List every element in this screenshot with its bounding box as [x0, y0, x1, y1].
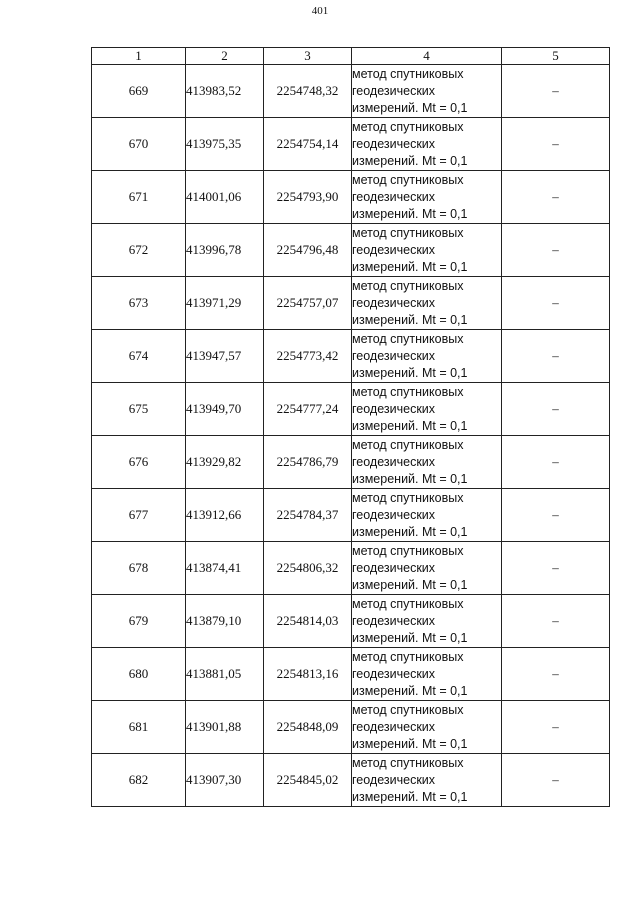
method-line: метод спутниковых: [352, 172, 464, 187]
point-number-cell: 680: [92, 648, 186, 701]
table-row: [92, 436, 610, 489]
method-line: геодезических: [352, 613, 436, 628]
y-coordinate-cell: 2254845,02: [264, 754, 352, 807]
note-cell: –: [502, 542, 610, 595]
table-header-row: [92, 48, 610, 65]
y-coordinate-cell: 2254848,09: [264, 701, 352, 754]
point-number-cell: 679: [92, 595, 186, 648]
y-coordinate-cell: 2254754,14: [264, 118, 352, 171]
method-line: метод спутниковых: [352, 490, 464, 505]
method-cell: [352, 436, 502, 489]
method-line: измерений. Mt = 0,1: [352, 259, 468, 274]
point-number-cell: 673: [92, 277, 186, 330]
method-line: метод спутниковых: [352, 278, 464, 293]
method-line: метод спутниковых: [352, 384, 464, 399]
method-cell: [352, 542, 502, 595]
method-cell: [352, 701, 502, 754]
y-coordinate-cell: 2254777,24: [264, 383, 352, 436]
point-number-cell: 670: [92, 118, 186, 171]
x-coordinate-cell: 413874,41: [186, 542, 264, 595]
note-cell: –: [502, 595, 610, 648]
point-number-cell: 681: [92, 701, 186, 754]
x-coordinate-cell: 413901,88: [186, 701, 264, 754]
method-cell: [352, 277, 502, 330]
table-body: [92, 65, 610, 807]
x-coordinate-cell: 413996,78: [186, 224, 264, 277]
method-line: геодезических: [352, 295, 436, 310]
table-row: [92, 542, 610, 595]
method-cell: [352, 648, 502, 701]
y-coordinate-cell: 2254793,90: [264, 171, 352, 224]
method-line: метод спутниковых: [352, 649, 464, 664]
method-cell: [352, 118, 502, 171]
method-line: геодезических: [352, 136, 436, 151]
method-line: геодезических: [352, 719, 436, 734]
method-line: измерений. Mt = 0,1: [352, 630, 468, 645]
method-cell: [352, 383, 502, 436]
x-coordinate-cell: 413879,10: [186, 595, 264, 648]
method-cell: [352, 224, 502, 277]
note-cell: –: [502, 648, 610, 701]
point-number-cell: 672: [92, 224, 186, 277]
method-line: измерений. Mt = 0,1: [352, 100, 468, 115]
x-coordinate-cell: 413881,05: [186, 648, 264, 701]
method-line: метод спутниковых: [352, 119, 464, 134]
y-coordinate-cell: 2254813,16: [264, 648, 352, 701]
y-coordinate-cell: 2254757,07: [264, 277, 352, 330]
method-line: измерений. Mt = 0,1: [352, 577, 468, 592]
method-cell: [352, 330, 502, 383]
method-line: измерений. Mt = 0,1: [352, 789, 468, 804]
note-cell: –: [502, 701, 610, 754]
table-row: [92, 277, 610, 330]
x-coordinate-cell: 413929,82: [186, 436, 264, 489]
point-number-cell: 677: [92, 489, 186, 542]
method-line: метод спутниковых: [352, 66, 464, 81]
y-coordinate-cell: 2254814,03: [264, 595, 352, 648]
method-line: измерений. Mt = 0,1: [352, 683, 468, 698]
method-line: измерений. Mt = 0,1: [352, 153, 468, 168]
point-number-cell: 678: [92, 542, 186, 595]
method-cell: [352, 489, 502, 542]
note-cell: –: [502, 65, 610, 118]
x-coordinate-cell: 413975,35: [186, 118, 264, 171]
method-line: измерений. Mt = 0,1: [352, 471, 468, 486]
method-line: метод спутниковых: [352, 543, 464, 558]
coordinates-table: [91, 47, 610, 807]
x-coordinate-cell: 414001,06: [186, 171, 264, 224]
point-number-cell: 669: [92, 65, 186, 118]
y-coordinate-cell: 2254773,42: [264, 330, 352, 383]
method-line: геодезических: [352, 401, 436, 416]
x-coordinate-cell: 413971,29: [186, 277, 264, 330]
method-line: геодезических: [352, 348, 436, 363]
method-line: измерений. Mt = 0,1: [352, 736, 468, 751]
y-coordinate-cell: 2254784,37: [264, 489, 352, 542]
table-row: [92, 701, 610, 754]
method-line: измерений. Mt = 0,1: [352, 524, 468, 539]
method-line: геодезических: [352, 242, 436, 257]
method-line: метод спутниковых: [352, 702, 464, 717]
table-row: [92, 118, 610, 171]
point-number-cell: 682: [92, 754, 186, 807]
method-line: метод спутниковых: [352, 437, 464, 452]
method-line: геодезических: [352, 666, 436, 681]
method-line: геодезических: [352, 189, 436, 204]
header-col-3: 3: [264, 48, 352, 65]
method-line: геодезических: [352, 454, 436, 469]
note-cell: –: [502, 277, 610, 330]
header-col-1: 1: [92, 48, 186, 65]
method-line: геодезических: [352, 83, 436, 98]
point-number-cell: 675: [92, 383, 186, 436]
method-line: измерений. Mt = 0,1: [352, 312, 468, 327]
x-coordinate-cell: 413912,66: [186, 489, 264, 542]
y-coordinate-cell: 2254786,79: [264, 436, 352, 489]
table-row: [92, 330, 610, 383]
table-row: [92, 383, 610, 436]
y-coordinate-cell: 2254748,32: [264, 65, 352, 118]
note-cell: –: [502, 224, 610, 277]
table-row: [92, 595, 610, 648]
table-row: [92, 171, 610, 224]
method-cell: [352, 754, 502, 807]
note-cell: –: [502, 754, 610, 807]
method-line: измерений. Mt = 0,1: [352, 206, 468, 221]
note-cell: –: [502, 489, 610, 542]
note-cell: –: [502, 436, 610, 489]
note-cell: –: [502, 330, 610, 383]
method-line: метод спутниковых: [352, 596, 464, 611]
method-line: измерений. Mt = 0,1: [352, 418, 468, 433]
header-col-4: 4: [352, 48, 502, 65]
note-cell: –: [502, 383, 610, 436]
method-line: метод спутниковых: [352, 755, 464, 770]
method-cell: [352, 65, 502, 118]
x-coordinate-cell: 413907,30: [186, 754, 264, 807]
x-coordinate-cell: 413983,52: [186, 65, 264, 118]
method-line: метод спутниковых: [352, 331, 464, 346]
table-row: [92, 224, 610, 277]
method-line: измерений. Mt = 0,1: [352, 365, 468, 380]
method-cell: [352, 595, 502, 648]
note-cell: –: [502, 118, 610, 171]
point-number-cell: 674: [92, 330, 186, 383]
x-coordinate-cell: 413949,70: [186, 383, 264, 436]
point-number-cell: 676: [92, 436, 186, 489]
page-number: 401: [311, 5, 329, 17]
method-line: геодезических: [352, 560, 436, 575]
header-col-2: 2: [186, 48, 264, 65]
point-number-cell: 671: [92, 171, 186, 224]
table-row: [92, 489, 610, 542]
y-coordinate-cell: 2254806,32: [264, 542, 352, 595]
note-cell: –: [502, 171, 610, 224]
table-row: [92, 648, 610, 701]
x-coordinate-cell: 413947,57: [186, 330, 264, 383]
table-row: [92, 754, 610, 807]
header-col-5: 5: [502, 48, 610, 65]
method-line: геодезических: [352, 507, 436, 522]
y-coordinate-cell: 2254796,48: [264, 224, 352, 277]
method-cell: [352, 171, 502, 224]
method-line: метод спутниковых: [352, 225, 464, 240]
table-row: [92, 65, 610, 118]
method-line: геодезических: [352, 772, 436, 787]
